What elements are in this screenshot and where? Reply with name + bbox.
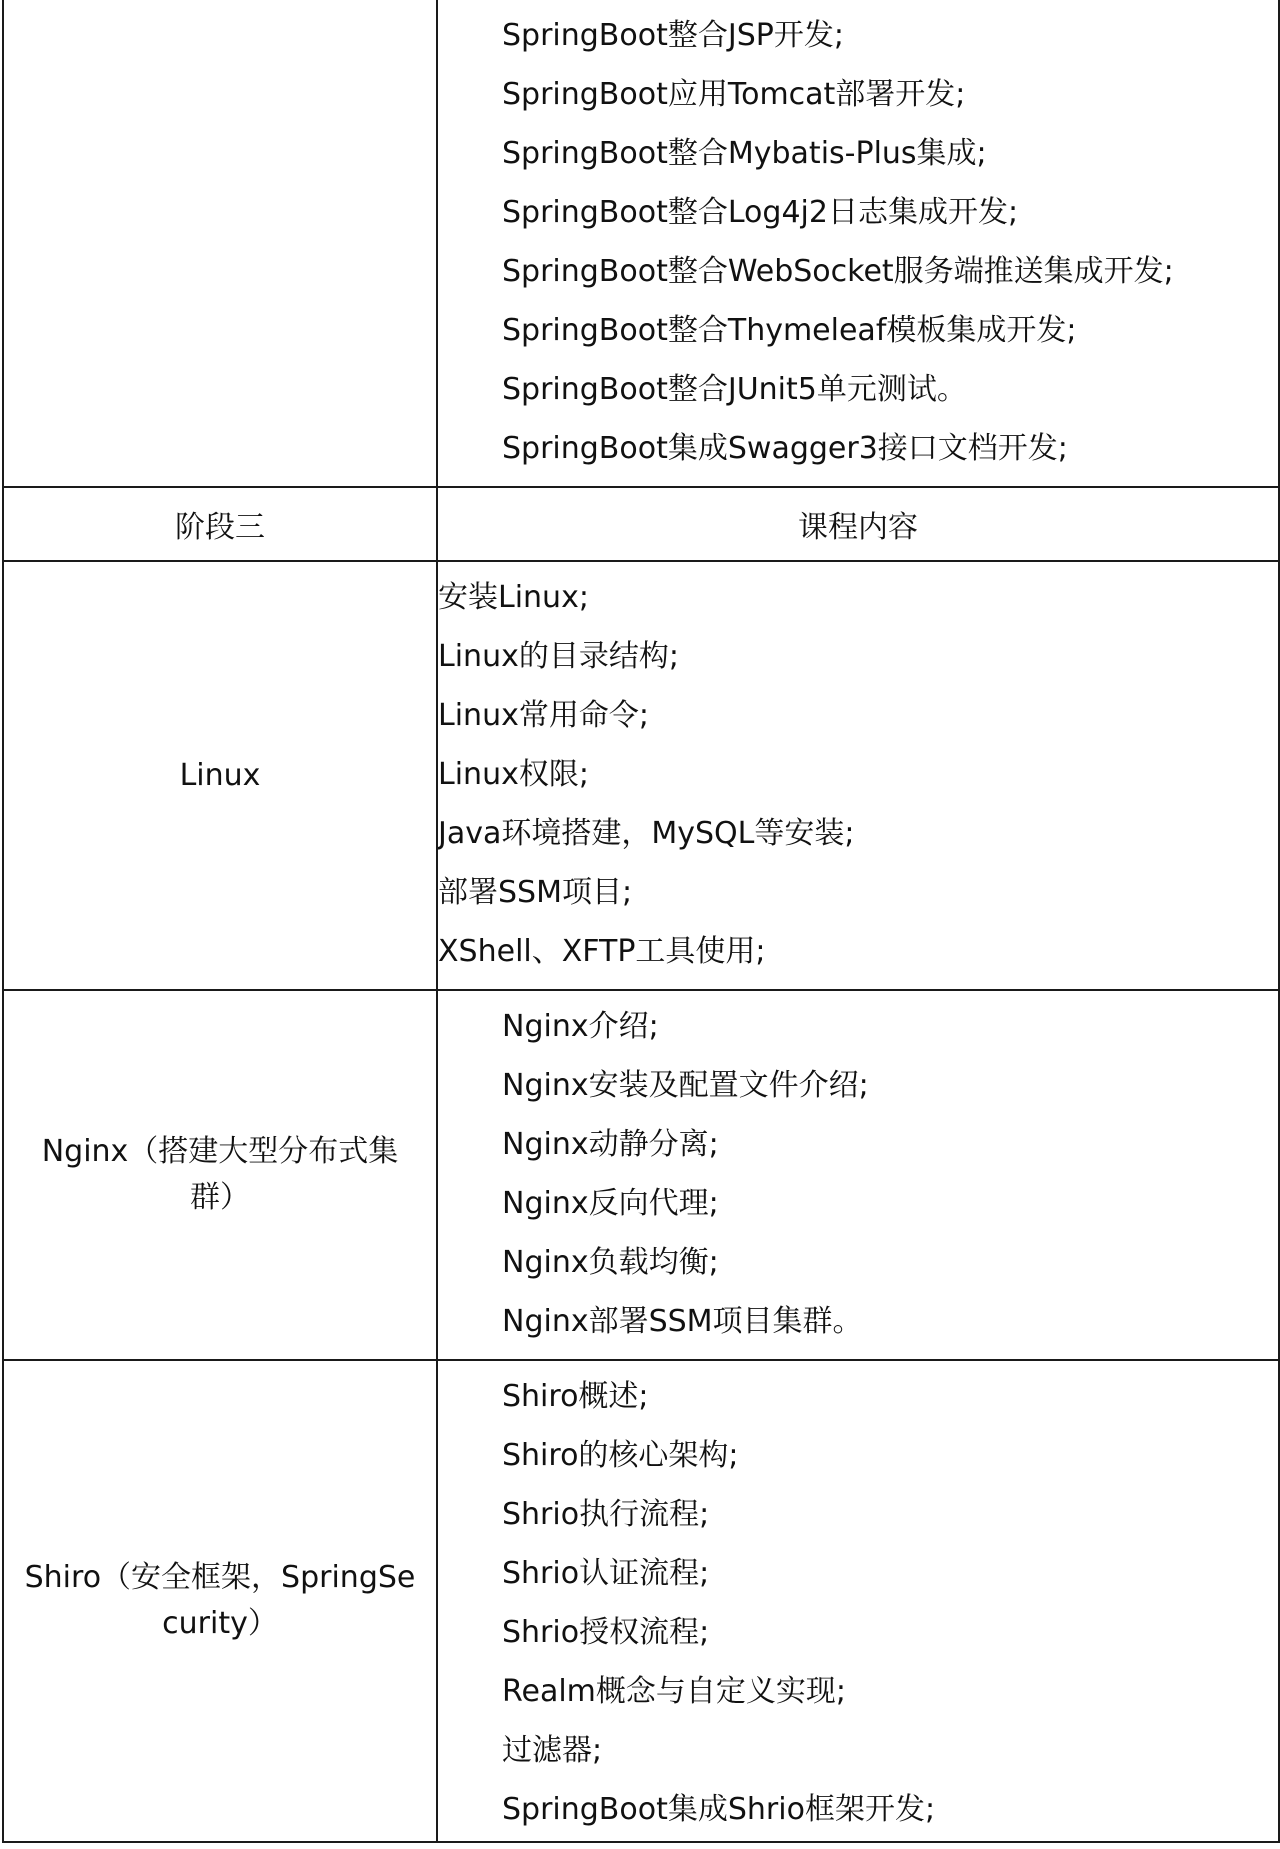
list-item: Linux常用命令; [438,698,649,733]
list-item: Linux权限; [438,757,589,792]
list-item: SpringBoot整合Log4j2日志集成开发; [502,195,1019,230]
nginx-item-list [438,997,1278,1351]
list-item: Nginx部署SSM项目集群。 [502,1304,863,1339]
table-row-linux [3,561,1279,990]
list-item: Shrio认证流程; [502,1556,710,1591]
content-cell-linux [437,561,1279,990]
list-item: SpringBoot整合WebSocket服务端推送集成开发; [502,254,1174,289]
content-cell-springboot [437,0,1279,487]
list-item: Nginx反向代理; [502,1186,719,1221]
list-item: 部署SSM项目; [438,875,633,910]
linux-item-list [438,568,1278,981]
header-stage-label: 阶段三 [3,487,437,561]
list-item: Realm概念与自定义实现; [502,1674,847,1709]
stage-name-nginx: Nginx（搭建大型分布式集群） [41,1134,399,1215]
list-item: Shrio执行流程; [502,1497,710,1532]
table-row-shiro [3,1360,1279,1842]
list-item: SpringBoot集成Shrio框架开发; [502,1792,936,1827]
stage-cell-linux [3,561,437,990]
table-row-springboot [3,0,1279,487]
course-table [2,0,1280,1843]
stage-cell-springboot [3,0,437,487]
list-item: Nginx安装及配置文件介绍; [502,1068,869,1103]
stage-name-shiro: Shiro（安全框架，SpringSecurity） [24,1560,416,1641]
list-item: 安装Linux; [438,580,589,615]
list-item: SpringBoot整合JSP开发; [502,18,844,53]
springboot-item-list [438,6,1278,478]
list-item: XShell、XFTP工具使用; [438,934,766,969]
list-item: Shrio授权流程; [502,1615,710,1650]
list-item: Shiro的核心架构; [502,1438,739,1473]
list-item: SpringBoot整合JUnit5单元测试。 [502,372,967,407]
stage-cell-nginx [3,990,437,1360]
content-cell-nginx [437,990,1279,1360]
list-item: SpringBoot应用Tomcat部署开发; [502,77,966,112]
list-item: 过滤器; [502,1733,603,1768]
list-item: SpringBoot整合Mybatis-Plus集成; [502,136,987,171]
header-content-label: 课程内容 [437,487,1279,561]
list-item: Nginx负载均衡; [502,1245,719,1280]
list-item: Shiro概述; [502,1379,649,1414]
stage-name-linux: Linux [179,757,261,793]
shiro-item-list [438,1367,1278,1839]
table-header-row [3,487,1279,561]
list-item: SpringBoot集成Swagger3接口文档开发; [502,431,1068,466]
table-row-nginx [3,990,1279,1360]
list-item: Linux的目录结构; [438,639,679,674]
list-item: Java环境搭建，MySQL等安装; [438,816,855,851]
list-item: SpringBoot整合Thymeleaf模板集成开发; [502,313,1077,348]
list-item: Nginx动静分离; [502,1127,719,1162]
list-item: Nginx介绍; [502,1009,659,1044]
content-cell-shiro [437,1360,1279,1842]
stage-cell-shiro [3,1360,437,1842]
